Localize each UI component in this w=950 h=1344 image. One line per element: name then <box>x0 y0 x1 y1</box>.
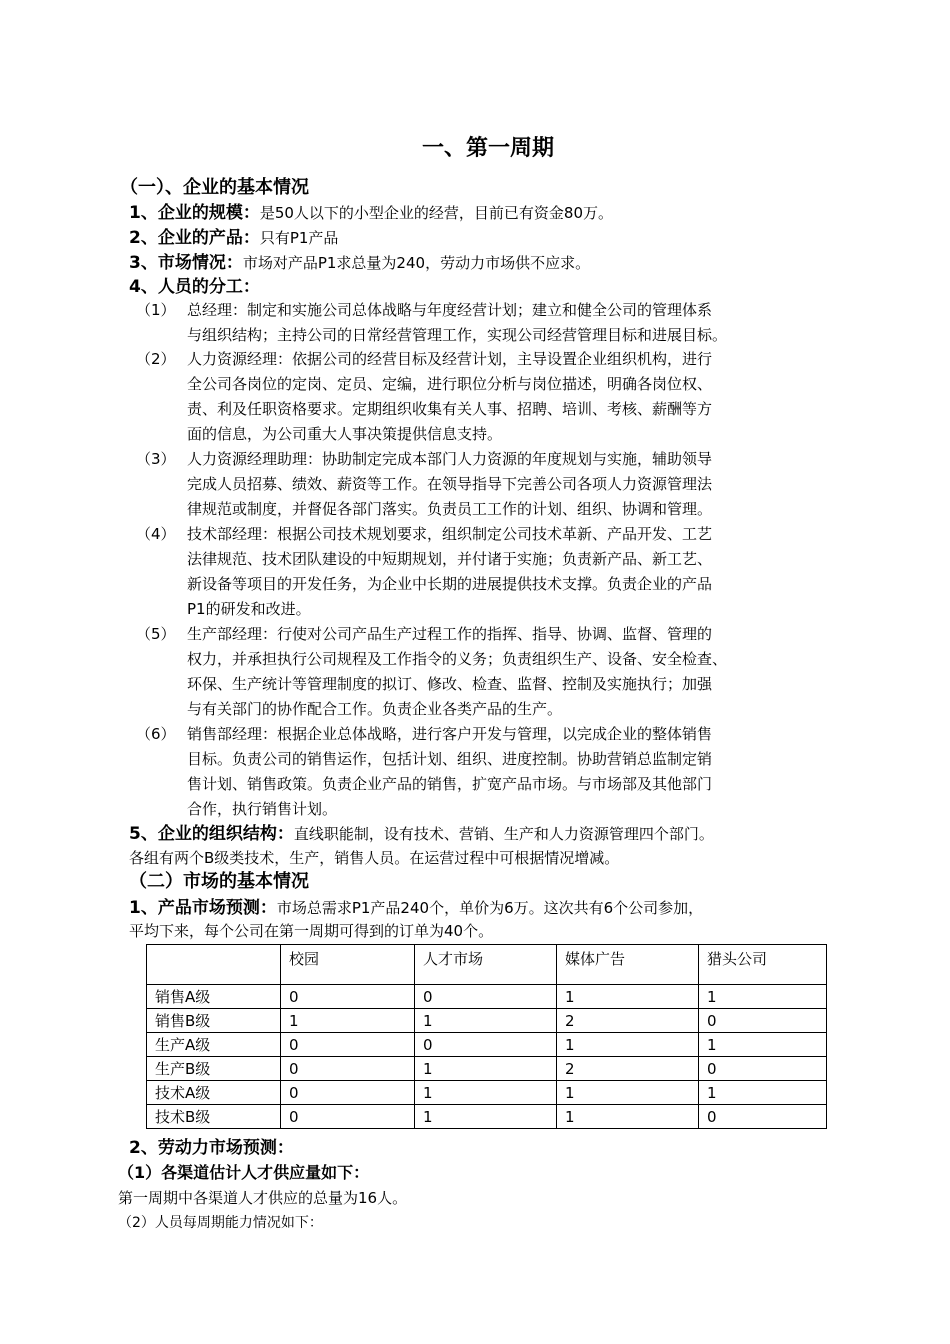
role-line: 新设备等项目的开发任务，为企业中长期的进展提供技术支撑。负责企业的产品 <box>187 575 713 593</box>
staff-label: 4、人员的分工： <box>129 277 260 297</box>
role-line: 目标。负责公司的销售运作，包括计划、组织、进度控制。协助营销总监制定销 <box>187 750 713 768</box>
table-row <box>147 1057 827 1081</box>
role-paragraph <box>187 722 877 822</box>
table-cell: 1 <box>557 1081 699 1105</box>
table-row <box>147 1009 827 1033</box>
org-line <box>129 822 714 847</box>
table-row <box>147 1033 827 1057</box>
table-cell: 0 <box>699 1009 827 1033</box>
product-line <box>129 226 338 251</box>
table-cell: 2 <box>557 1009 699 1033</box>
table-cell: 0 <box>699 1057 827 1081</box>
scale-label: 1、企业的规模： <box>129 203 260 223</box>
section1-heading: （一）、企业的基本情况 <box>120 177 309 198</box>
role-line: 合作，执行销售计划。 <box>187 800 338 818</box>
supply-text: 第一周期中各渠道人才供应的总量为16人。 <box>118 1189 408 1207</box>
role-line: 面的信息，为公司重大人事决策提供信息支持。 <box>187 425 503 443</box>
table-cell: 1 <box>281 1009 415 1033</box>
role-paragraph <box>187 447 877 522</box>
table-header-row <box>147 945 827 985</box>
table-cell: 1 <box>557 1033 699 1057</box>
table-row <box>147 1081 827 1105</box>
role-line: 人力资源经理：依据公司的经营目标及经营计划，主导设置企业组织机构，进行 <box>187 350 713 368</box>
table-header-cell: 校园 <box>281 945 415 985</box>
role-line: 售计划、销售政策。负责企业产品的销售，扩宽产品市场。与市场部及其他部门 <box>187 775 713 793</box>
table-cell: 0 <box>281 1105 415 1129</box>
org-text: 直线职能制，设有技术、营销、生产和人力资源管理四个部门。 <box>293 825 714 843</box>
table-cell: 1 <box>415 1057 557 1081</box>
role-line: P1的研发和改进。 <box>187 600 311 618</box>
role-line: 全公司各岗位的定岗、定员、定编，进行职位分析与岗位描述，明确各岗位权、 <box>187 375 713 393</box>
table-cell: 0 <box>415 1033 557 1057</box>
forecast-label: 1、产品市场预测： <box>129 898 277 918</box>
org-text-continued: 各组有两个B级类技术，生产，销售人员。在运营过程中可根据情况增减。 <box>129 849 620 867</box>
table-cell: 0 <box>281 985 415 1009</box>
scale-text: 是50人以下的小型企业的经营，目前已有资金80万。 <box>259 204 614 222</box>
table-cell: 0 <box>699 1105 827 1129</box>
role-line: 技术部经理：根据公司技术规划要求，组织制定公司技术革新、产品开发、工艺 <box>187 525 713 543</box>
forecast-text: 市场总需求P1产品240个，单价为6万。这次共有6个公司参加， <box>276 899 704 917</box>
table-header-cell: 人才市场 <box>415 945 557 985</box>
role-line: 律规范或制度，并督促各部门落实。负责员工工作的计划、组织、协调和管理。 <box>187 500 713 518</box>
labor-heading: 2、劳动力市场预测： <box>129 1138 294 1158</box>
market-line <box>129 251 590 276</box>
table-cell: 销售B级 <box>147 1009 281 1033</box>
role-line: 完成人员招募、绩效、薪资等工作。在领导指导下完善公司各项人力资源管理法 <box>187 475 713 493</box>
role-number: （1） <box>136 301 176 319</box>
role-line: 总经理：制定和实施公司总体战略与年度经营计划；建立和健全公司的管理体系 <box>187 301 713 319</box>
table-cell: 1 <box>415 1081 557 1105</box>
role-number: （2） <box>136 350 176 368</box>
org-label: 5、企业的组织结构： <box>129 824 294 844</box>
product-text: 只有P1产品 <box>259 229 339 247</box>
table-cell: 0 <box>281 1057 415 1081</box>
page-title: 一、第一周期 <box>421 136 554 161</box>
role-number: （5） <box>136 625 176 643</box>
role-paragraph <box>187 298 877 348</box>
scale-line <box>129 201 613 226</box>
role-line: 环保、生产统计等管理制度的拟订、修改、检查、监督、控制及实施执行；加强 <box>187 675 713 693</box>
table-cell: 1 <box>415 1009 557 1033</box>
role-number: （4） <box>136 525 176 543</box>
table-cell: 生产A级 <box>147 1033 281 1057</box>
table-row <box>147 1105 827 1129</box>
table-header-cell: 媒体广告 <box>557 945 699 985</box>
table-cell: 1 <box>415 1105 557 1129</box>
role-line: 生产部经理：行使对公司产品生产过程工作的指挥、指导、协调、监督、管理的 <box>187 625 713 643</box>
recruitment-channel-table <box>146 944 827 1129</box>
forecast-line <box>129 896 703 921</box>
table-cell: 销售A级 <box>147 985 281 1009</box>
section2-heading: （二）市场的基本情况 <box>129 871 309 892</box>
role-number: （6） <box>136 725 176 743</box>
table-cell: 1 <box>699 1033 827 1057</box>
table-header-cell <box>147 945 281 985</box>
table-cell: 生产B级 <box>147 1057 281 1081</box>
table-cell: 1 <box>557 985 699 1009</box>
table-cell: 技术B级 <box>147 1105 281 1129</box>
role-paragraph <box>187 522 877 622</box>
forecast-text-continued: 平均下来，每个公司在第一周期可得到的订单为40个。 <box>129 922 494 940</box>
staff-line <box>129 275 260 299</box>
role-line: 权力，并承担执行公司规程及工作指令的义务；负责组织生产、设备、安全检查、 <box>187 650 728 668</box>
product-label: 2、企业的产品： <box>129 228 260 248</box>
role-line: 法律规范、技术团队建设的中短期规划，并付诸于实施；负责新产品、新工艺、 <box>187 550 713 568</box>
role-line: 与有关部门的协作配合工作。负责企业各类产品的生产。 <box>187 700 563 718</box>
role-paragraph <box>187 622 877 722</box>
role-line: 人力资源经理助理：协助制定完成本部门人力资源的年度规划与实施，辅助领导 <box>187 450 713 468</box>
table-cell: 0 <box>281 1081 415 1105</box>
table-cell: 0 <box>415 985 557 1009</box>
role-line: 与组织结构；主持公司的日常经营管理工作，实现公司经营管理目标和进展目标。 <box>187 326 728 344</box>
ability-heading: （2）人员每周期能力情况如下： <box>118 1215 323 1231</box>
table-row <box>147 985 827 1009</box>
role-line: 责、利及任职资格要求。定期组织收集有关人事、招聘、培训、考核、薪酬等方 <box>187 400 713 418</box>
table-cell: 1 <box>557 1105 699 1129</box>
market-text: 市场对产品P1求总量为240，劳动力市场供不应求。 <box>242 254 591 272</box>
table-cell: 0 <box>281 1033 415 1057</box>
table-cell: 技术A级 <box>147 1081 281 1105</box>
table-header-cell: 猎头公司 <box>699 945 827 985</box>
table-cell: 1 <box>699 1081 827 1105</box>
role-paragraph <box>187 347 877 447</box>
role-number: （3） <box>136 450 176 468</box>
table-cell: 2 <box>557 1057 699 1081</box>
market-label: 3、市场情况： <box>129 253 243 273</box>
supply-heading: （1）各渠道估计人才供应量如下： <box>118 1163 370 1182</box>
table-cell: 1 <box>699 985 827 1009</box>
role-line: 销售部经理：根据企业总体战略，进行客户开发与管理，以完成企业的整体销售 <box>187 725 713 743</box>
